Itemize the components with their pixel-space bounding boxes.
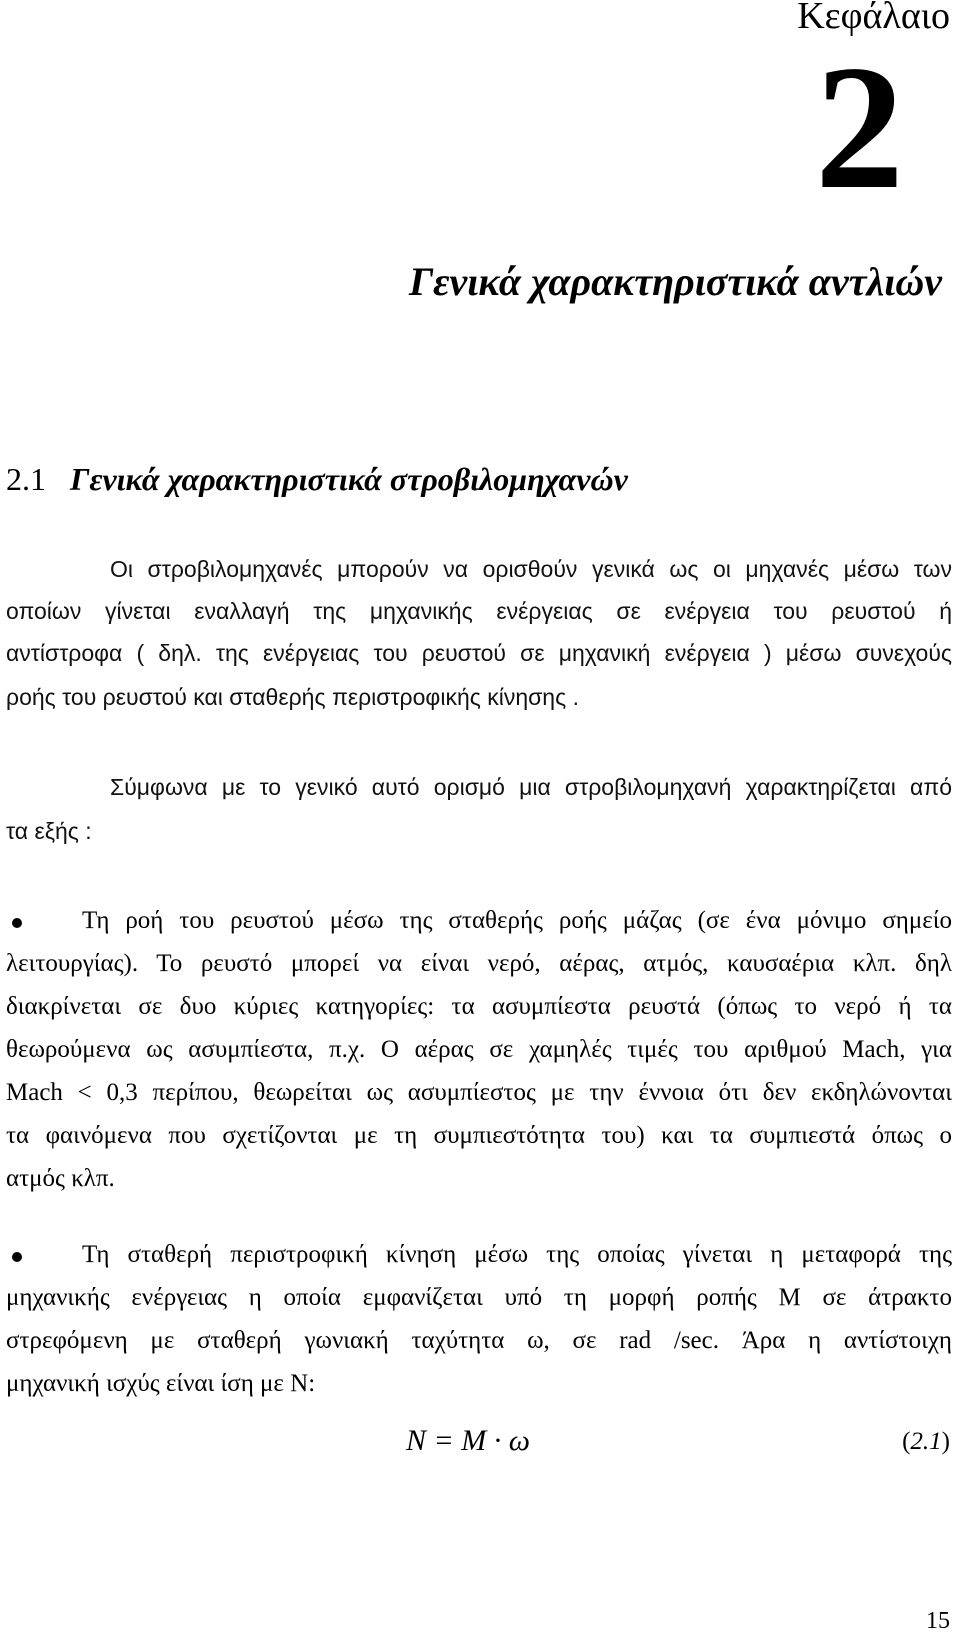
chapter-label: Κεφάλαιο <box>797 0 950 37</box>
section-heading <box>6 461 628 498</box>
bullet-line: διακρίνεται σε δυο κύριες κατηγορίες: τα ασυμπίεστα ρευστά (όπως το νερό ή τα <box>6 993 952 1020</box>
section-number: 2.1 <box>6 461 46 497</box>
chapter-number: 2 <box>815 28 904 226</box>
bullet-line: Τη ροή του ρευστού μέσω της σταθερής ροής μάζας (σε ένα μόνιμο σημείο <box>82 907 952 934</box>
bullet-icon <box>12 1252 22 1262</box>
paragraph-line: Οι στροβιλομηχανές μπορούν να ορισθούν γενικά ως οι μηχανές μέσω των <box>110 556 952 582</box>
chapter-title: Γενικά χαρακτηριστικά αντλιών <box>408 259 942 304</box>
equation-formula: N = M · ω <box>406 1424 530 1457</box>
bullet-line: ατμός κλπ. <box>6 1165 115 1192</box>
paragraph-line: τα εξής : <box>6 818 92 844</box>
equation-number-close: ) <box>941 1428 950 1455</box>
equation-number-value: 2.1 <box>910 1428 942 1455</box>
paragraph-line: ροής του ρευστού και σταθερής περιστροφικής κίνησης . <box>6 684 579 710</box>
bullet-icon <box>12 918 22 928</box>
bullet-line: θεωρούμενα ως ασυμπίεστα, π.χ. Ο αέρας σε χαμηλές τιμές του αριθμού Mach, για <box>6 1036 952 1063</box>
paragraph-line: Σύμφωνα με το γενικό αυτό ορισμό μια στροβιλομηχανή χαρακτηρίζεται από <box>110 774 952 800</box>
section-title: Γενικά χαρακτηριστικά στροβιλομηχανών <box>70 461 628 497</box>
bullet-line: στρεφόμενη με σταθερή γωνιακή ταχύτητα ω, σε rad /sec. Άρα η αντίστοιχη <box>6 1327 952 1354</box>
bullet-line: τα φαινόμενα που σχετίζονται με τη συμπιεστότητα του) και τα συμπιεστά όπως ο <box>6 1122 952 1149</box>
bullet-line: μηχανική ισχύς είναι ίση με Ν: <box>6 1370 316 1397</box>
paragraph-line: αντίστροφα ( δηλ. της ενέργειας του ρευστού σε μηχανική ενέργεια ) μέσω συνεχούς <box>6 640 952 666</box>
paragraph-line: οποίων γίνεται εναλλαγή της μηχανικής ενέργειας σε ενέργεια του ρευστού ή <box>6 598 952 624</box>
bullet-line: Τη σταθερή περιστροφική κίνηση μέσω της οποίας γίνεται η μεταφορά της <box>82 1241 952 1268</box>
bullet-line: μηχανικής ενέργειας η οποία εμφανίζεται υπό τη μορφή ροπής Μ σε άτρακτο <box>6 1284 952 1311</box>
bullet-line: λειτουργίας). Το ρευστό μπορεί να είναι νερό, αέρας, ατμός, καυσαέρια κλπ. δηλ <box>6 950 952 977</box>
bullet-line: Mach < 0,3 περίπου, θεωρείται ως ασυμπίεστος με την έννοια ότι δεν εκδηλώνονται <box>6 1079 952 1106</box>
equation-number <box>902 1428 950 1456</box>
equation-number-open: ( <box>902 1428 911 1455</box>
page-number: 15 <box>926 1608 950 1634</box>
